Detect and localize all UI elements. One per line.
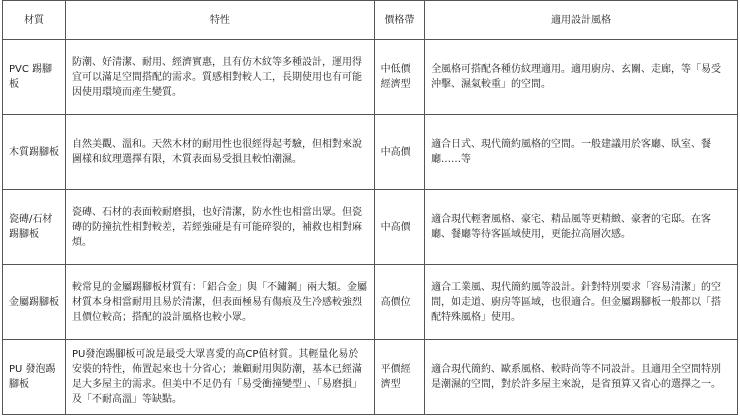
cell-material: 瓷磚/石材踢腳板 <box>3 190 66 265</box>
cell-price: 平價經濟型 <box>374 340 424 415</box>
cell-price: 中高價 <box>374 115 424 190</box>
cell-material: 木質踢腳板 <box>3 115 66 190</box>
table-row <box>3 190 738 265</box>
comparison-table <box>2 0 738 415</box>
header-material: 材質 <box>3 1 66 40</box>
header-price: 價格帶 <box>374 1 424 40</box>
header-style: 適用設計風格 <box>425 1 738 40</box>
cell-style: 適合工業風、現代簡約風等設計。針對特別要求「容易清潔」的空間，如走道、廚房等區域，也很適合。但金屬踢腳板一般都以「搭配特殊風格」使用。 <box>425 265 738 340</box>
cell-style: 適合現代輕奢風格、豪宅、精品風等更精緻、豪奢的宅邸。在客廳、餐廳等待客區域使用，更能拉高層次感。 <box>425 190 738 265</box>
table-header-row <box>3 1 738 40</box>
cell-features: 較常見的金屬踢腳板材質有：「鋁合金」與「不鏽鋼」兩大類。金屬材質本身相當耐用且易於清潔，但表面極易有傷痕及生冷感較強烈且價位較高；搭配的設計風格也較小眾。 <box>65 265 374 340</box>
header-features: 特性 <box>65 1 374 40</box>
cell-price: 中高價 <box>374 190 424 265</box>
table-row <box>3 115 738 190</box>
cell-price: 中低價經濟型 <box>374 40 424 115</box>
table-row <box>3 40 738 115</box>
cell-features: 防潮、好清潔、耐用、經濟實惠，且有仿木紋等多種設計，運用得宜可以滿足空間搭配的需求。質感相對較人工，長期使用也有可能因使用環境而產生變質。 <box>65 40 374 115</box>
cell-features: 瓷磚、石材的表面較耐磨損，也好清潔，防水性也相當出眾。但瓷磚的防撞抗性相對較差，若經強碰是有可能碎裂的，補救也相對麻煩。 <box>65 190 374 265</box>
cell-material: 金屬踢腳板 <box>3 265 66 340</box>
cell-features: 自然美觀、溫和。天然木材的耐用性也很經得起考驗，但相對來說圖樣和紋理選擇有限，木質表面易受損且較怕潮濕。 <box>65 115 374 190</box>
cell-material: PU 發泡踢腳板 <box>3 340 66 415</box>
table-row <box>3 340 738 415</box>
cell-style: 適合現代簡約、歐系風格、較時尚等不同設計。且適用全空間特別是潮濕的空間，對於許多屋主來說，是省預算又省心的選擇之一。 <box>425 340 738 415</box>
cell-price: 高價位 <box>374 265 424 340</box>
cell-style: 全風格可搭配各種仿紋理適用。適用廚房、玄關、走廊，等「易受沖擊、濕氣較重」的空間。 <box>425 40 738 115</box>
cell-features: PU發泡踢腳板可說是最受大眾喜愛的高CP值材質。其輕量化易於安裝的特性，佈置起來也十分省心；兼顧耐用與防潮，基本已經滿足大多屋主的需求。但美中不足仍有「易受衝撞變型」、「易磨損」及「不耐高溫」等缺點。 <box>65 340 374 415</box>
table-row <box>3 265 738 340</box>
cell-style: 適合日式、現代簡約風格的空間。一般建議用於客廳、臥室、餐廳……等 <box>425 115 738 190</box>
cell-material: PVC 踢腳板 <box>3 40 66 115</box>
